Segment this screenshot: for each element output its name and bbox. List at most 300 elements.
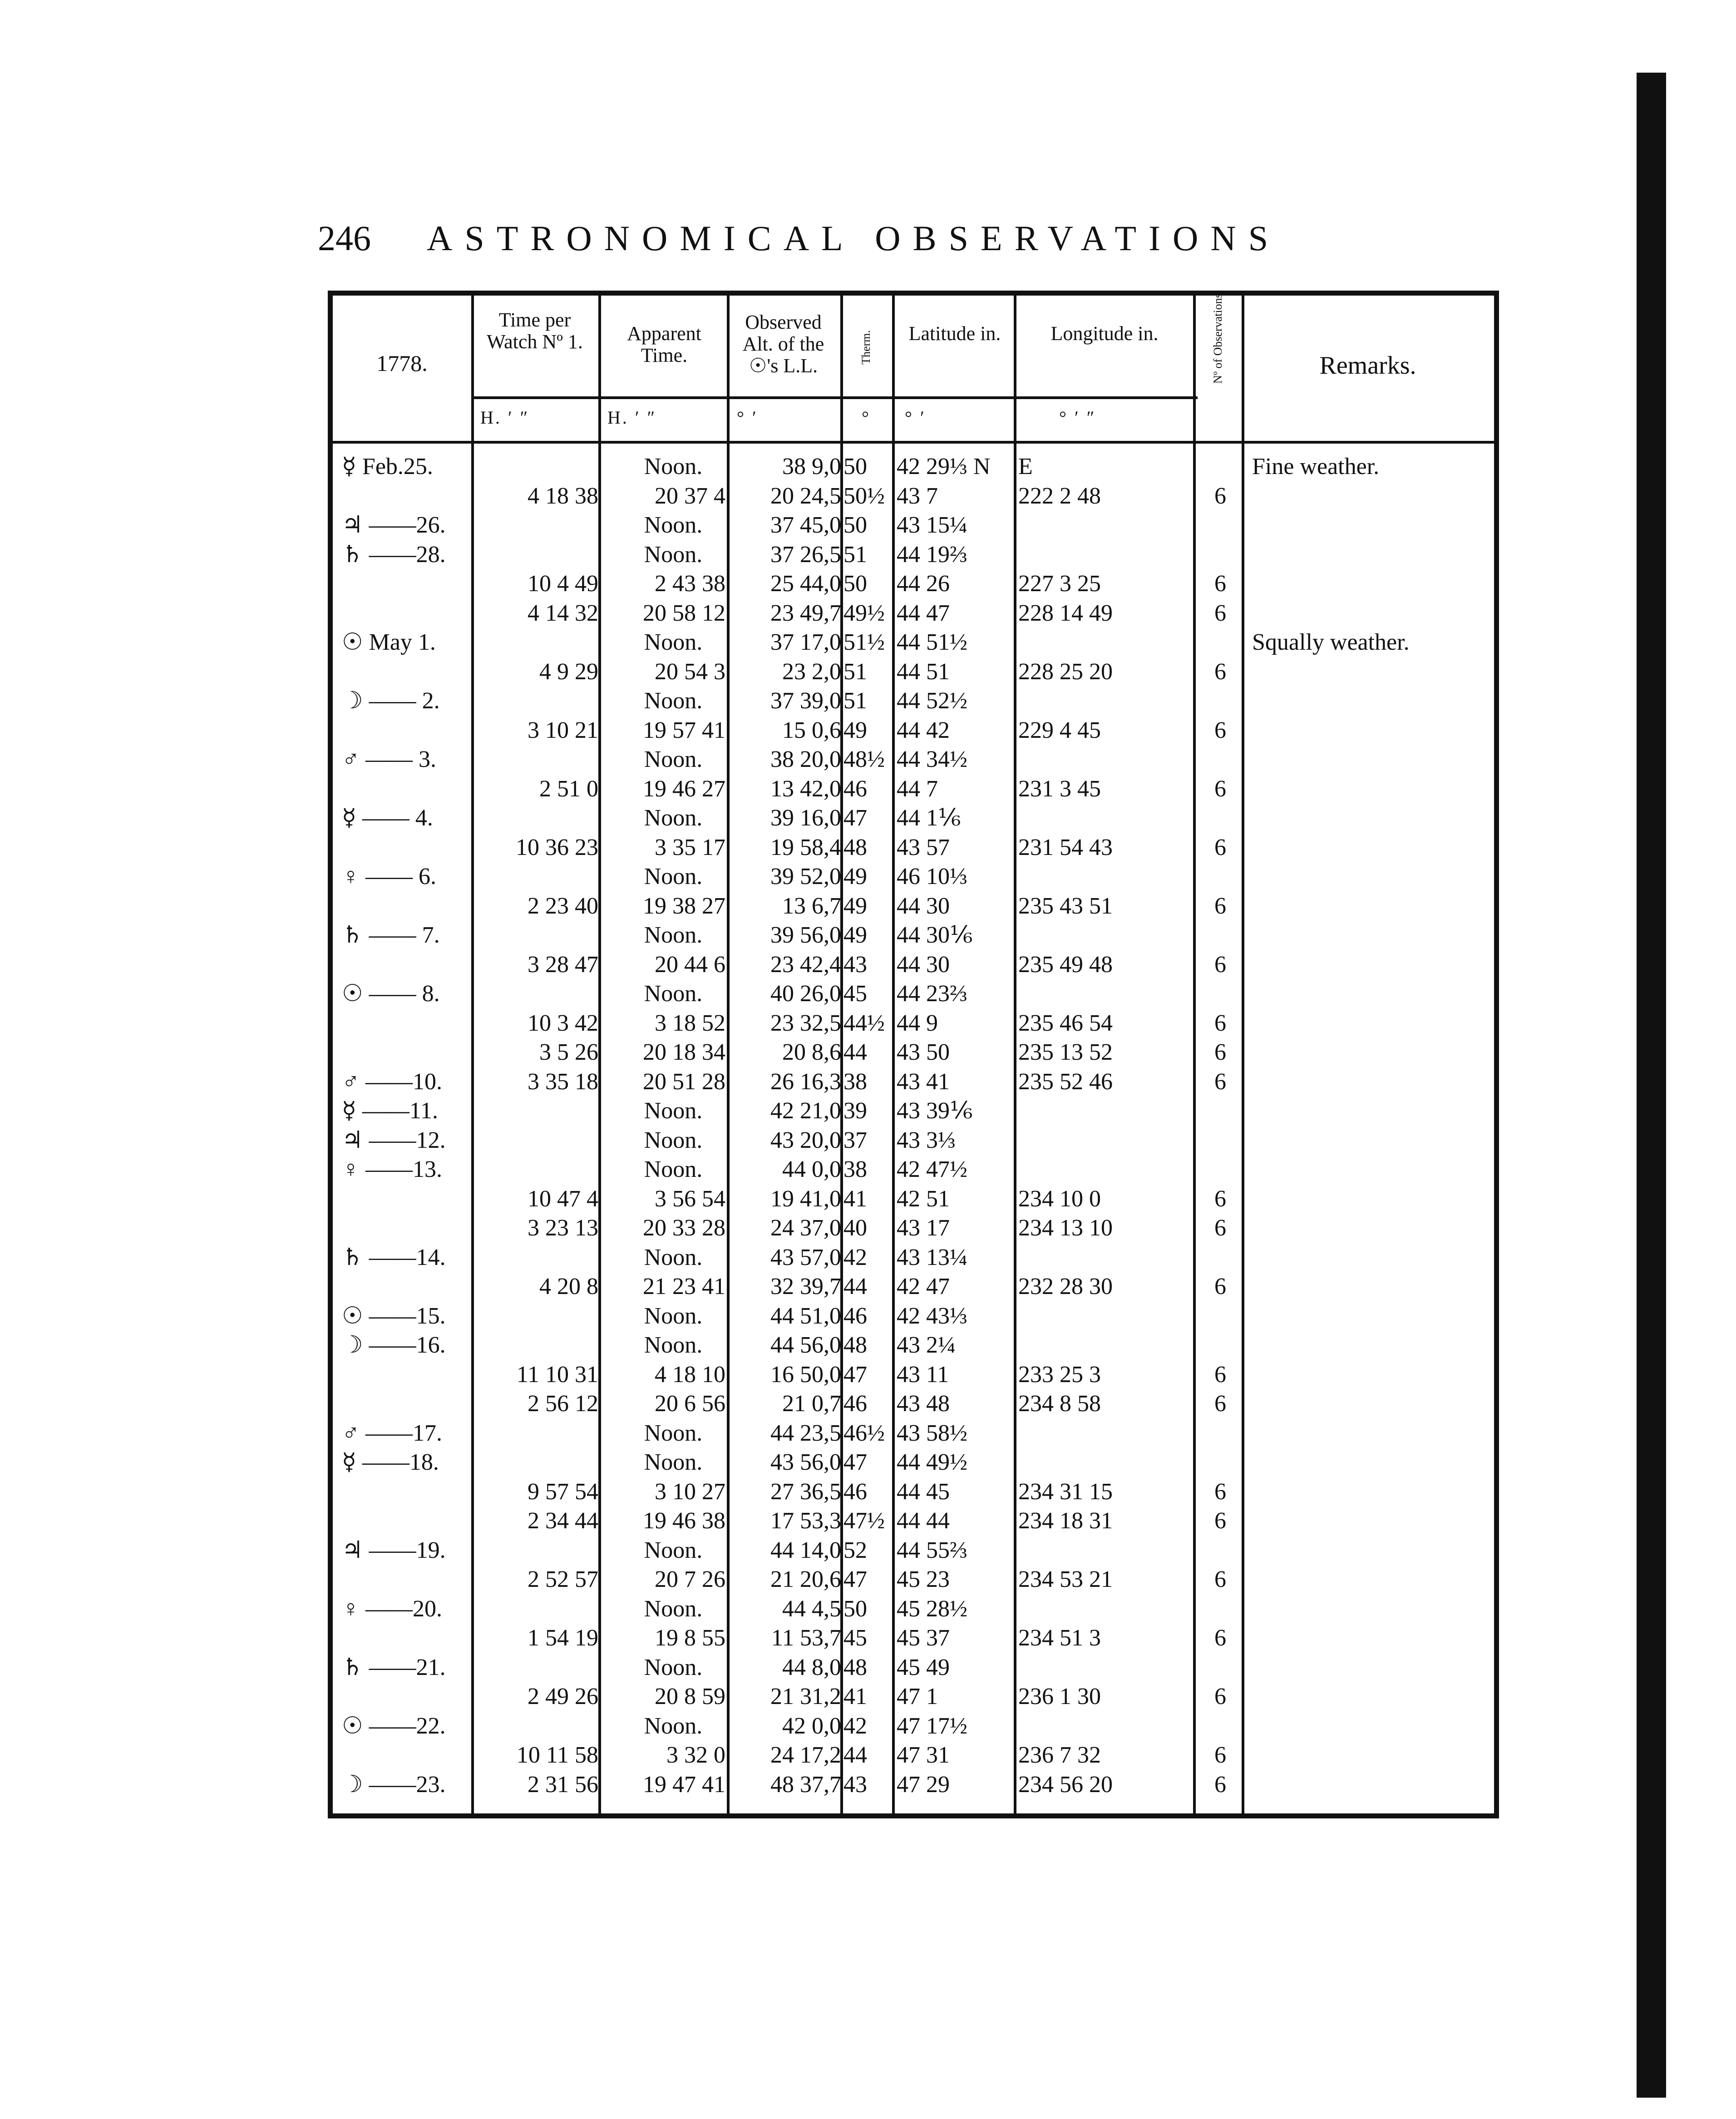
- cell-alt: 44 14,0: [770, 1537, 841, 1563]
- cell-therm: 50½: [843, 483, 885, 509]
- cell-lat: 43 2¼: [897, 1332, 956, 1358]
- cell-alt: 21 31,2: [770, 1684, 841, 1709]
- table-row: [333, 892, 1494, 921]
- cell-watch: 10 47 4: [528, 1185, 598, 1212]
- cell-app: 21 23 41: [643, 1274, 725, 1299]
- cell-app: Noon.: [644, 1303, 703, 1329]
- cell-date: ♀ ——20.: [342, 1595, 442, 1622]
- cell-lat: 43 50: [897, 1039, 950, 1065]
- table-row: [333, 745, 1494, 774]
- cell-alt: 23 42,4: [770, 951, 841, 978]
- cell-therm: 43: [843, 951, 867, 978]
- cell-lat: 43 3⅓: [897, 1127, 956, 1153]
- cell-lat: 44 19⅔: [897, 541, 967, 568]
- table-row: [333, 1009, 1494, 1038]
- cell-alt: 43 56,0: [770, 1449, 841, 1475]
- table-row: [333, 862, 1494, 891]
- cell-obs: 6: [1214, 1010, 1226, 1036]
- table-row: [333, 950, 1494, 979]
- cell-app: Noon.: [644, 541, 703, 568]
- cell-date: ☉ ——15.: [342, 1303, 446, 1329]
- cell-obs: 6: [1214, 1478, 1226, 1505]
- cell-obs: 6: [1214, 1068, 1226, 1095]
- cell-date: ♄ ——21.: [342, 1654, 446, 1680]
- cell-watch: 10 4 49: [528, 571, 598, 597]
- table-row: [333, 921, 1494, 950]
- cell-lat: 44 52½: [897, 688, 967, 714]
- table-row: [333, 1682, 1494, 1711]
- cell-watch: 4 20 8: [539, 1274, 598, 1299]
- cell-lat: 43 41: [897, 1068, 950, 1095]
- cell-therm: 49½: [843, 600, 885, 626]
- cell-therm: 47: [843, 1566, 867, 1592]
- cell-lat: 44 51½: [897, 629, 967, 655]
- cell-lat: 43 57: [897, 834, 950, 860]
- cell-app: 19 8 55: [655, 1625, 725, 1651]
- cell-date: ♄ ——14.: [342, 1244, 446, 1270]
- table-row: [333, 979, 1494, 1008]
- cell-lon: 234 18 31: [1018, 1508, 1113, 1534]
- table-row: [333, 1126, 1494, 1155]
- cell-lon: 231 3 45: [1018, 775, 1101, 802]
- cell-obs: 6: [1214, 571, 1226, 597]
- cell-app: 4 18 10: [655, 1361, 725, 1388]
- cell-date: ☿ Feb.25.: [342, 454, 433, 479]
- cell-therm: 46: [843, 1478, 867, 1505]
- cell-app: 3 35 17: [655, 834, 725, 860]
- cell-therm: 48½: [843, 746, 885, 772]
- cell-alt: 11 53,7: [771, 1625, 841, 1651]
- cell-obs: 6: [1214, 1215, 1226, 1241]
- watch-units: H. ′ ″: [480, 407, 530, 428]
- cell-lat: 43 48: [897, 1391, 950, 1417]
- cell-lat: 43 17: [897, 1215, 950, 1241]
- cell-alt: 43 20,0: [770, 1127, 841, 1153]
- cell-obs: 6: [1214, 483, 1226, 509]
- cell-therm: 46: [843, 775, 867, 802]
- cell-alt: 13 42,0: [770, 775, 841, 802]
- cell-app: 20 58 12: [643, 600, 725, 626]
- cell-therm: 45: [843, 981, 867, 1007]
- cell-therm: 49: [843, 717, 867, 743]
- cell-app: Noon.: [644, 1332, 703, 1358]
- table-row: [333, 1214, 1494, 1243]
- cell-app: Noon.: [644, 1713, 703, 1739]
- cell-obs: 6: [1214, 951, 1226, 978]
- cell-lon: 231 54 43: [1018, 834, 1113, 860]
- cell-date: ♃ ——26.: [342, 512, 446, 538]
- cell-obs: 6: [1214, 1684, 1226, 1709]
- cell-date: ☉ —— 8.: [342, 981, 440, 1007]
- cell-watch: 2 31 56: [528, 1771, 598, 1798]
- cell-lon: 234 8 58: [1018, 1391, 1101, 1417]
- cell-lon: 235 13 52: [1018, 1039, 1113, 1065]
- scan-edge-bar: [1637, 73, 1666, 2098]
- cell-lat: 44 51: [897, 658, 950, 685]
- table-row: [333, 511, 1494, 540]
- cell-lat: 44 7: [897, 775, 938, 802]
- cell-therm: 51: [843, 688, 867, 714]
- cell-lon: 234 56 20: [1018, 1771, 1113, 1798]
- cell-watch: 1 54 19: [528, 1625, 598, 1651]
- cell-alt: 19 58,4: [770, 834, 841, 860]
- table-row: [333, 716, 1494, 745]
- cell-alt: 32 39,7: [770, 1274, 841, 1299]
- cell-lat: 45 49: [897, 1654, 950, 1680]
- table-row: [333, 1155, 1494, 1184]
- cell-lat: 47 31: [897, 1742, 950, 1768]
- cell-app: 3 56 54: [655, 1185, 725, 1212]
- table-row: [333, 833, 1494, 862]
- table-row: [333, 1038, 1494, 1067]
- cell-watch: 9 57 54: [528, 1478, 598, 1505]
- cell-app: 3 10 27: [655, 1478, 725, 1505]
- cell-alt: 27 36,5: [770, 1478, 841, 1505]
- cell-therm: 52: [843, 1537, 867, 1563]
- cell-alt: 13 6,7: [782, 893, 841, 919]
- cell-alt: 43 57,0: [770, 1244, 841, 1270]
- cell-date: ☽ ——23.: [342, 1771, 446, 1798]
- header-rule: [333, 441, 1495, 444]
- table-row: [333, 1067, 1494, 1097]
- cell-lat: 45 37: [897, 1625, 950, 1651]
- cell-lat: 43 7: [897, 483, 938, 509]
- cell-lat: 44 42: [897, 717, 950, 743]
- cell-date: ♄ ——28.: [342, 541, 446, 568]
- table-row: [333, 628, 1494, 657]
- table-row: [333, 1565, 1494, 1594]
- cell-therm: 46: [843, 1391, 867, 1417]
- cell-alt: 44 23,5: [770, 1420, 841, 1446]
- cell-lon: 234 31 15: [1018, 1478, 1113, 1505]
- cell-lat: 46 10⅓: [897, 864, 967, 889]
- cell-alt: 15 0,6: [782, 717, 841, 743]
- cell-lat: 47 29: [897, 1771, 950, 1798]
- cell-obs: 6: [1214, 1391, 1226, 1417]
- cell-lat: 44 30: [897, 951, 950, 978]
- cell-alt: 48 37,7: [770, 1771, 841, 1798]
- cell-app: 20 37 4: [655, 483, 725, 509]
- table-row: [333, 1185, 1494, 1214]
- obs-header: Nº of Observations.: [1211, 290, 1224, 384]
- cell-obs: 6: [1214, 1039, 1226, 1065]
- cell-therm: 51½: [843, 629, 885, 655]
- cell-alt: 44 56,0: [770, 1332, 841, 1358]
- cell-lon: 235 43 51: [1018, 893, 1113, 919]
- cell-lon: 234 51 3: [1018, 1625, 1101, 1651]
- cell-app: 20 6 56: [655, 1391, 725, 1417]
- cell-watch: 3 5 26: [539, 1039, 598, 1065]
- cell-obs: 6: [1214, 775, 1226, 802]
- cell-lat: 42 29⅓ N: [897, 454, 991, 479]
- table-row: [333, 1243, 1494, 1272]
- cell-lat: 44 30⅙: [897, 922, 973, 948]
- cell-watch: 2 51 0: [539, 775, 598, 802]
- cell-lat: 47 1: [897, 1684, 938, 1709]
- cell-lat: 44 34½: [897, 746, 967, 772]
- cell-alt: 38 20,0: [770, 746, 841, 772]
- cell-lon: 236 7 32: [1018, 1742, 1101, 1768]
- observations-table: [328, 291, 1499, 1818]
- cell-app: Noon.: [644, 1156, 703, 1182]
- cell-therm: 41: [843, 1684, 867, 1709]
- cell-lon: 235 49 48: [1018, 951, 1113, 978]
- cell-lon: 234 10 0: [1018, 1185, 1101, 1212]
- cell-app: 19 38 27: [643, 893, 725, 919]
- cell-obs: 6: [1214, 1742, 1226, 1768]
- cell-watch: 11 10 31: [516, 1361, 598, 1388]
- cell-obs: 6: [1214, 658, 1226, 685]
- table-row: [333, 775, 1494, 804]
- cell-date: ♂ ——10.: [342, 1068, 442, 1095]
- cell-app: 20 7 26: [655, 1566, 725, 1592]
- cell-date: ♃ ——12.: [342, 1127, 446, 1153]
- cell-lon: 222 2 48: [1018, 483, 1101, 509]
- cell-therm: 51: [843, 658, 867, 685]
- cell-therm: 47: [843, 1361, 867, 1388]
- cell-watch: 4 9 29: [539, 658, 598, 685]
- table-row: [333, 1419, 1494, 1448]
- cell-alt: 19 41,0: [770, 1185, 841, 1212]
- table-row: [333, 540, 1494, 569]
- cell-therm: 47½: [843, 1508, 885, 1534]
- cell-watch: 10 11 58: [516, 1742, 598, 1768]
- cell-app: 20 51 28: [643, 1068, 725, 1095]
- cell-alt: 44 0,0: [782, 1156, 841, 1182]
- lon-header: Longitude in.: [1050, 322, 1159, 345]
- cell-lat: 43 39⅙: [897, 1098, 973, 1124]
- table-row: [333, 1097, 1494, 1126]
- cell-alt: 37 26,5: [770, 541, 841, 568]
- header-rule: [471, 396, 1198, 399]
- cell-date: ♀ ——13.: [342, 1156, 442, 1182]
- apparent-header: Apparent Time.: [627, 322, 701, 366]
- cell-lon: 235 52 46: [1018, 1068, 1113, 1095]
- cell-alt: 17 53,3: [770, 1508, 841, 1534]
- cell-app: Noon.: [644, 1127, 703, 1153]
- cell-date: ♂ —— 3.: [342, 746, 436, 772]
- cell-app: 2 43 38: [655, 571, 725, 597]
- cell-obs: 6: [1214, 1625, 1226, 1651]
- cell-lat: 44 47: [897, 600, 950, 626]
- cell-therm: 49: [843, 922, 867, 948]
- table-row: [333, 1741, 1494, 1770]
- cell-alt: 37 39,0: [770, 688, 841, 714]
- cell-alt: 24 37,0: [770, 1215, 841, 1241]
- cell-therm: 42: [843, 1713, 867, 1739]
- cell-lat: 43 15¼: [897, 512, 967, 538]
- cell-lat: 43 58½: [897, 1420, 967, 1446]
- cell-alt: 44 4,5: [782, 1595, 841, 1622]
- apparent-units: H. ′ ″: [607, 407, 657, 428]
- cell-lon: 235 46 54: [1018, 1010, 1113, 1036]
- cell-date: ☿ ——18.: [342, 1449, 439, 1475]
- cell-alt: 23 32,5: [770, 1010, 841, 1036]
- cell-alt: 16 50,0: [770, 1361, 841, 1388]
- cell-therm: 49: [843, 864, 867, 889]
- cell-therm: 50: [843, 454, 867, 479]
- cell-app: Noon.: [644, 1595, 703, 1622]
- cell-app: Noon.: [644, 688, 703, 714]
- cell-date: ☽ ——16.: [342, 1332, 446, 1358]
- cell-therm: 49: [843, 893, 867, 919]
- table-row: [333, 657, 1494, 687]
- cell-alt: 39 16,0: [770, 805, 841, 831]
- table-row: [333, 1331, 1494, 1360]
- cell-lat: 43 13¼: [897, 1244, 967, 1270]
- cell-app: Noon.: [644, 1654, 703, 1680]
- table-row: [333, 1507, 1494, 1536]
- cell-alt: 40 26,0: [770, 981, 841, 1007]
- cell-date: ♄ —— 7.: [342, 922, 440, 948]
- page-header: [318, 213, 1416, 263]
- lon-units: ° ′ ″: [1059, 407, 1096, 428]
- cell-app: Noon.: [644, 805, 703, 831]
- cell-app: 20 44 6: [655, 951, 725, 978]
- cell-therm: 51: [843, 541, 867, 568]
- table-row: [333, 804, 1494, 833]
- cell-obs: 6: [1214, 1508, 1226, 1534]
- cell-app: Noon.: [644, 1449, 703, 1475]
- cell-obs: 6: [1214, 1771, 1226, 1798]
- cell-lat: 44 30: [897, 893, 950, 919]
- cell-lat: 42 47½: [897, 1156, 967, 1182]
- cell-app: Noon.: [644, 746, 703, 772]
- table-row: [333, 569, 1494, 598]
- cell-date: ☿ ——11.: [342, 1098, 438, 1124]
- cell-alt: 20 8,6: [782, 1039, 841, 1065]
- cell-watch: 2 56 12: [528, 1391, 598, 1417]
- cell-obs: 6: [1214, 834, 1226, 860]
- cell-therm: 44: [843, 1274, 867, 1299]
- table-row: [333, 1770, 1494, 1799]
- cell-app: 20 8 59: [655, 1684, 725, 1709]
- cell-alt: 24 17,2: [770, 1742, 841, 1768]
- cell-therm: 38: [843, 1156, 867, 1182]
- cell-app: Noon.: [644, 629, 703, 655]
- cell-lon: 232 28 30: [1018, 1274, 1113, 1299]
- alt-header: Observed Alt. of the ☉'s L.L.: [742, 311, 824, 377]
- alt-units: ° ′: [737, 407, 758, 428]
- cell-lon: 234 13 10: [1018, 1215, 1113, 1241]
- cell-lat: 47 17½: [897, 1713, 967, 1739]
- table-row: [333, 687, 1494, 716]
- cell-obs: 6: [1214, 600, 1226, 626]
- cell-date: ☿ —— 4.: [342, 805, 433, 831]
- cell-lon: 228 14 49: [1018, 600, 1113, 626]
- cell-app: Noon.: [644, 1098, 703, 1124]
- table-row: [333, 1595, 1494, 1624]
- cell-therm: 44: [843, 1039, 867, 1065]
- table-row: [333, 1360, 1494, 1389]
- cell-alt: 44 51,0: [770, 1303, 841, 1329]
- cell-lat: 44 23⅔: [897, 981, 967, 1007]
- cell-lon: 228 25 20: [1018, 658, 1113, 685]
- cell-watch: 3 10 21: [528, 717, 598, 743]
- table-row: [333, 1389, 1494, 1418]
- cell-therm: 50: [843, 512, 867, 538]
- cell-therm: 44½: [843, 1010, 885, 1036]
- table-row: [333, 1477, 1494, 1507]
- table-row: [333, 1448, 1494, 1477]
- table-row: [333, 1712, 1494, 1741]
- table-row: [333, 1653, 1494, 1682]
- cell-alt: 25 44,0: [770, 571, 841, 597]
- cell-therm: 46: [843, 1303, 867, 1329]
- cell-alt: 39 52,0: [770, 864, 841, 889]
- cell-watch: 3 28 47: [528, 951, 598, 978]
- cell-watch: 2 52 57: [528, 1566, 598, 1592]
- cell-rem: Squally weather.: [1252, 629, 1410, 655]
- table-row: [333, 452, 1494, 481]
- cell-therm: 50: [843, 1595, 867, 1622]
- cell-watch: 3 35 18: [528, 1068, 598, 1095]
- cell-date: ♀ —— 6.: [342, 864, 436, 889]
- watch-header: Time per Watch Nº 1.: [487, 309, 583, 353]
- cell-lon: 229 4 45: [1018, 717, 1101, 743]
- cell-lat: 44 44: [897, 1508, 950, 1534]
- therm-units: °: [862, 407, 871, 428]
- cell-lon: 227 3 25: [1018, 571, 1101, 597]
- cell-app: 19 46 38: [643, 1508, 725, 1534]
- table-row: [333, 1302, 1494, 1331]
- cell-watch: 4 14 32: [528, 600, 598, 626]
- cell-alt: 42 21,0: [770, 1098, 841, 1124]
- cell-therm: 39: [843, 1098, 867, 1124]
- cell-date: ☉ ——22.: [342, 1713, 446, 1739]
- cell-therm: 50: [843, 571, 867, 597]
- cell-lat: 45 28½: [897, 1595, 967, 1622]
- cell-app: 20 33 28: [643, 1215, 725, 1241]
- cell-app: 3 18 52: [655, 1010, 725, 1036]
- cell-obs: 6: [1214, 1566, 1226, 1592]
- cell-app: 20 54 3: [655, 658, 725, 685]
- cell-alt: 38 9,0: [782, 454, 841, 479]
- cell-watch: 4 18 38: [528, 483, 598, 509]
- cell-lat: 44 55⅔: [897, 1537, 967, 1563]
- cell-watch: 3 23 13: [528, 1215, 598, 1241]
- cell-therm: 41: [843, 1185, 867, 1212]
- cell-alt: 37 17,0: [770, 629, 841, 655]
- year-header: 1778.: [376, 351, 428, 376]
- cell-date: ♃ ——19.: [342, 1537, 446, 1563]
- cell-lat: 44 26: [897, 571, 950, 597]
- cell-obs: 6: [1214, 717, 1226, 743]
- cell-app: 19 46 27: [643, 775, 725, 802]
- cell-lon: E: [1018, 454, 1033, 479]
- cell-app: Noon.: [644, 512, 703, 538]
- cell-alt: 39 56,0: [770, 922, 841, 948]
- cell-therm: 46½: [843, 1420, 885, 1446]
- cell-lat: 45 23: [897, 1566, 950, 1592]
- cell-alt: 21 20,6: [770, 1566, 841, 1592]
- cell-therm: 48: [843, 834, 867, 860]
- cell-app: Noon.: [644, 1244, 703, 1270]
- table-row: [333, 599, 1494, 628]
- cell-date: ☉ May 1.: [342, 629, 436, 655]
- cell-app: Noon.: [644, 454, 703, 479]
- cell-therm: 44: [843, 1742, 867, 1768]
- cell-therm: 42: [843, 1244, 867, 1270]
- cell-alt: 44 8,0: [782, 1654, 841, 1680]
- cell-obs: 6: [1214, 1185, 1226, 1212]
- cell-app: Noon.: [644, 981, 703, 1007]
- page-title: ASTRONOMICAL OBSERVATIONS: [427, 218, 1281, 258]
- lat-header: Latitude in.: [908, 322, 1001, 345]
- cell-alt: 37 45,0: [770, 512, 841, 538]
- table-row: [333, 482, 1494, 511]
- lat-units: ° ′: [905, 407, 926, 428]
